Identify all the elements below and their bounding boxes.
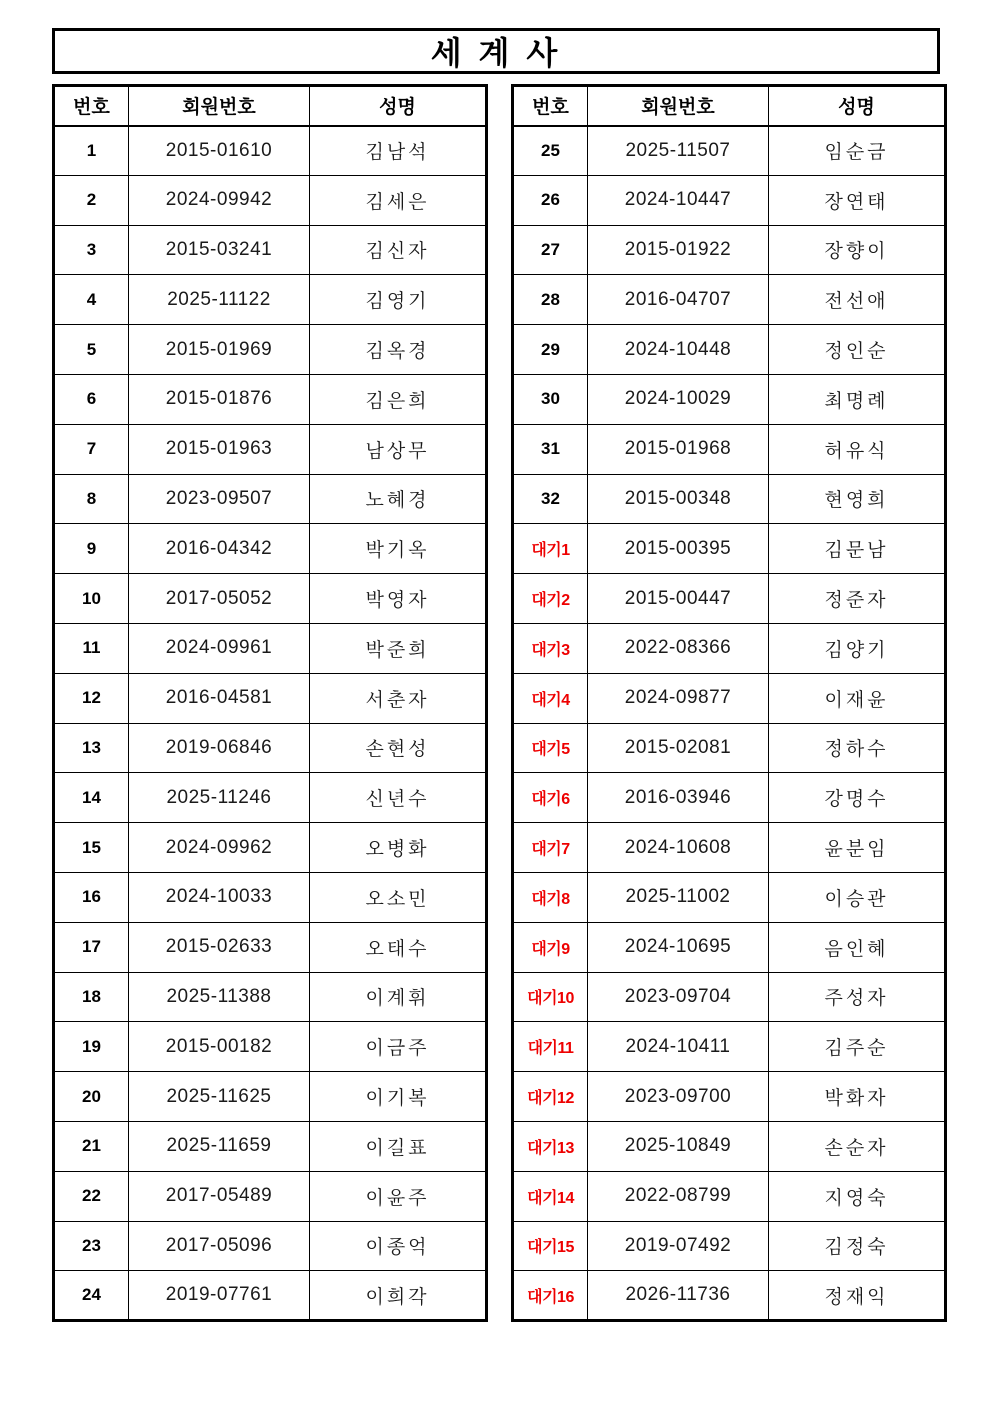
table-row [513,1121,946,1171]
member-name-cell: 허유식 [769,424,946,474]
table-row [513,773,946,823]
member-number-cell: 2024-10029 [588,374,769,424]
row-number-cell: 14 [54,773,129,823]
member-name-cell: 오병화 [310,823,487,873]
row-number-cell: 대기6 [513,773,588,823]
table-row [54,623,487,673]
member-number-cell: 2023-09507 [129,474,310,524]
row-number-cell: 4 [54,275,129,325]
row-number-cell: 대기14 [513,1171,588,1221]
table-row [54,374,487,424]
member-name-cell: 현영희 [769,474,946,524]
table-row [54,424,487,474]
member-name-cell: 정인순 [769,325,946,375]
row-number-cell: 대기2 [513,574,588,624]
row-number-cell: 대기11 [513,1022,588,1072]
member-name-cell: 이승관 [769,872,946,922]
member-name-cell: 오태수 [310,922,487,972]
row-number-cell: 대기10 [513,972,588,1022]
row-number-cell: 22 [54,1171,129,1221]
row-number-cell: 9 [54,524,129,574]
table-row [54,275,487,325]
table-row [513,474,946,524]
member-name-cell: 손현성 [310,723,487,773]
member-number-cell: 2025-11659 [129,1121,310,1171]
row-number-cell: 29 [513,325,588,375]
table-row [513,1072,946,1122]
row-number-cell: 15 [54,823,129,873]
member-number-cell: 2025-11388 [129,972,310,1022]
member-name-cell: 정준자 [769,574,946,624]
row-number-cell: 대기7 [513,823,588,873]
member-number-cell: 2023-09700 [588,1072,769,1122]
header-name: 성명 [310,86,487,126]
table-row [513,723,946,773]
table-row [54,1221,487,1271]
table-row [54,1171,487,1221]
row-number-cell: 13 [54,723,129,773]
member-name-cell: 임순금 [769,126,946,176]
member-name-cell: 김옥경 [310,325,487,375]
table-row [513,1022,946,1072]
member-number-cell: 2025-11625 [129,1072,310,1122]
row-number-cell: 대기13 [513,1121,588,1171]
table-row [54,126,487,176]
row-number-cell: 18 [54,972,129,1022]
table-row [513,1221,946,1271]
row-number-cell: 16 [54,872,129,922]
header-row [513,86,946,126]
table-row [513,623,946,673]
table-row [54,673,487,723]
member-number-cell: 2025-11122 [129,275,310,325]
member-number-cell: 2025-10849 [588,1121,769,1171]
member-number-cell: 2025-11507 [588,126,769,176]
row-number-cell: 10 [54,574,129,624]
table-row [513,972,946,1022]
member-name-cell: 전선애 [769,275,946,325]
member-name-cell: 이기복 [310,1072,487,1122]
row-number-cell: 32 [513,474,588,524]
member-name-cell: 이종억 [310,1221,487,1271]
member-number-cell: 2015-02081 [588,723,769,773]
member-name-cell: 노혜경 [310,474,487,524]
member-number-cell: 2015-01968 [588,424,769,474]
row-number-cell: 26 [513,175,588,225]
table-row [513,673,946,723]
row-number-cell: 23 [54,1221,129,1271]
member-name-cell: 이재윤 [769,673,946,723]
member-number-cell: 2017-05096 [129,1221,310,1271]
member-name-cell: 최명례 [769,374,946,424]
row-number-cell: 24 [54,1271,129,1321]
header-name: 성명 [769,86,946,126]
member-name-cell: 장향이 [769,225,946,275]
row-number-cell: 대기9 [513,922,588,972]
table-row [513,1171,946,1221]
member-name-cell: 김주순 [769,1022,946,1072]
member-number-cell: 2019-06846 [129,723,310,773]
member-number-cell: 2015-02633 [129,922,310,972]
row-number-cell: 2 [54,175,129,225]
row-number-cell: 대기1 [513,524,588,574]
member-number-cell: 2024-10448 [588,325,769,375]
table-row [54,225,487,275]
member-name-cell: 박준희 [310,623,487,673]
member-number-cell: 2025-11246 [129,773,310,823]
row-number-cell: 대기5 [513,723,588,773]
member-number-cell: 2022-08366 [588,623,769,673]
member-number-cell: 2024-09877 [588,673,769,723]
member-number-cell: 2015-00348 [588,474,769,524]
row-number-cell: 28 [513,275,588,325]
row-number-cell: 8 [54,474,129,524]
member-number-cell: 2019-07761 [129,1271,310,1321]
table-row [513,1271,946,1321]
table-row [513,524,946,574]
member-name-cell: 윤분임 [769,823,946,873]
table-row [513,126,946,176]
row-number-cell: 대기8 [513,872,588,922]
table-row [513,872,946,922]
table-row [54,574,487,624]
row-number-cell: 대기12 [513,1072,588,1122]
table-row [513,325,946,375]
row-number-cell: 12 [54,673,129,723]
member-table-left [52,84,488,1322]
row-number-cell: 대기3 [513,623,588,673]
member-number-cell: 2016-04707 [588,275,769,325]
row-number-cell: 17 [54,922,129,972]
member-name-cell: 음인혜 [769,922,946,972]
member-name-cell: 정재익 [769,1271,946,1321]
member-name-cell: 이희각 [310,1271,487,1321]
table-row [513,574,946,624]
member-number-cell: 2023-09704 [588,972,769,1022]
table-row [54,524,487,574]
member-number-cell: 2024-10695 [588,922,769,972]
member-name-cell: 강명수 [769,773,946,823]
member-number-cell: 2015-01969 [129,325,310,375]
header-member-no: 회원번호 [588,86,769,126]
row-number-cell: 대기4 [513,673,588,723]
member-number-cell: 2024-10608 [588,823,769,873]
row-number-cell: 19 [54,1022,129,1072]
member-name-cell: 주성자 [769,972,946,1022]
member-number-cell: 2015-00182 [129,1022,310,1072]
row-number-cell: 대기15 [513,1221,588,1271]
member-number-cell: 2015-01610 [129,126,310,176]
table-row [54,723,487,773]
table-row [54,972,487,1022]
member-number-cell: 2015-01963 [129,424,310,474]
member-number-cell: 2015-00395 [588,524,769,574]
table-row [513,225,946,275]
member-name-cell: 장연태 [769,175,946,225]
member-name-cell: 신년수 [310,773,487,823]
row-number-cell: 27 [513,225,588,275]
member-number-cell: 2024-10447 [588,175,769,225]
member-number-cell: 2015-01922 [588,225,769,275]
page-title: 세 계 사 [430,35,562,71]
row-number-cell: 21 [54,1121,129,1171]
row-number-cell: 5 [54,325,129,375]
member-name-cell: 김은희 [310,374,487,424]
member-name-cell: 김남석 [310,126,487,176]
row-number-cell: 11 [54,623,129,673]
header-no: 번호 [54,86,129,126]
row-number-cell: 25 [513,126,588,176]
member-name-cell: 서춘자 [310,673,487,723]
row-number-cell: 대기16 [513,1271,588,1321]
row-number-cell: 1 [54,126,129,176]
member-name-cell: 정하수 [769,723,946,773]
member-name-cell: 박기옥 [310,524,487,574]
member-name-cell: 이계휘 [310,972,487,1022]
member-number-cell: 2024-09961 [129,623,310,673]
member-number-cell: 2015-01876 [129,374,310,424]
header-no: 번호 [513,86,588,126]
member-number-cell: 2019-07492 [588,1221,769,1271]
table-row [54,773,487,823]
member-number-cell: 2024-10411 [588,1022,769,1072]
table-row [513,374,946,424]
member-number-cell: 2015-00447 [588,574,769,624]
row-number-cell: 7 [54,424,129,474]
member-name-cell: 이금주 [310,1022,487,1072]
title-box [52,28,940,74]
member-number-cell: 2017-05052 [129,574,310,624]
member-number-cell: 2017-05489 [129,1171,310,1221]
member-number-cell: 2016-04342 [129,524,310,574]
member-name-cell: 김영기 [310,275,487,325]
member-name-cell: 김정숙 [769,1221,946,1271]
member-number-cell: 2024-09942 [129,175,310,225]
member-name-cell: 이윤주 [310,1171,487,1221]
member-number-cell: 2024-09962 [129,823,310,873]
member-name-cell: 지영숙 [769,1171,946,1221]
row-number-cell: 3 [54,225,129,275]
member-number-cell: 2024-10033 [129,872,310,922]
member-number-cell: 2016-04581 [129,673,310,723]
table-row [54,872,487,922]
row-number-cell: 20 [54,1072,129,1122]
table-row [513,275,946,325]
member-table-right [511,84,947,1322]
member-name-cell: 김세은 [310,175,487,225]
member-number-cell: 2025-11002 [588,872,769,922]
member-name-cell: 오소민 [310,872,487,922]
table-row [513,424,946,474]
row-number-cell: 31 [513,424,588,474]
header-row [54,86,487,126]
table-row [54,922,487,972]
member-number-cell: 2015-03241 [129,225,310,275]
row-number-cell: 30 [513,374,588,424]
table-row [54,175,487,225]
member-name-cell: 남상무 [310,424,487,474]
table-row [54,1072,487,1122]
table-row [513,922,946,972]
table-row [54,474,487,524]
table-row [513,823,946,873]
member-name-cell: 손순자 [769,1121,946,1171]
member-number-cell: 2022-08799 [588,1171,769,1221]
row-number-cell: 6 [54,374,129,424]
member-name-cell: 김양기 [769,623,946,673]
table-row [54,1022,487,1072]
member-number-cell: 2026-11736 [588,1271,769,1321]
table-row [513,175,946,225]
header-member-no: 회원번호 [129,86,310,126]
tables-container [52,84,940,1322]
member-name-cell: 박영자 [310,574,487,624]
member-name-cell: 김문남 [769,524,946,574]
table-row [54,325,487,375]
member-name-cell: 김신자 [310,225,487,275]
table-row [54,1271,487,1321]
member-number-cell: 2016-03946 [588,773,769,823]
member-name-cell: 이길표 [310,1121,487,1171]
table-row [54,823,487,873]
table-row [54,1121,487,1171]
member-name-cell: 박화자 [769,1072,946,1122]
